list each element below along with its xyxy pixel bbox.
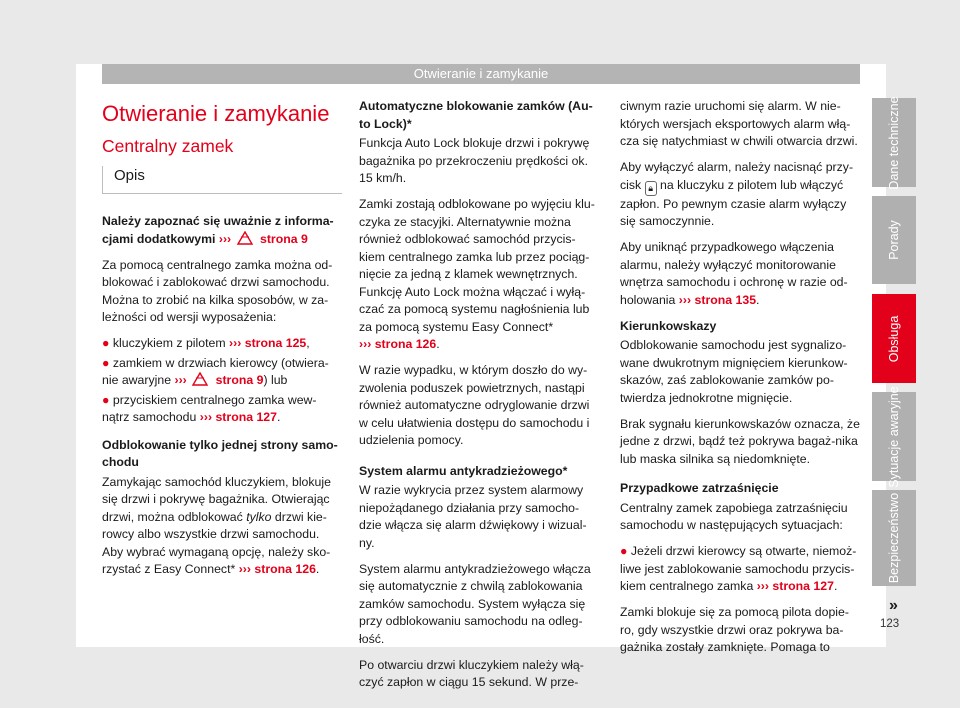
arrow-ref-icon: ››› [218, 231, 232, 246]
paragraph: Za pomocą centralnego zamka można od-blokować i zablokować drzwi samochodu. Można to zrobić na kilka sposobów, w za-leżności od wersji wyposażenia: [102, 257, 333, 324]
column-1 [102, 98, 342, 587]
running-header: Otwieranie i zamykanie [102, 64, 860, 84]
tab-sytuacje-awaryjne[interactable]: Sytuacje awaryjne [872, 392, 916, 481]
page-link[interactable]: strona 126 [374, 337, 437, 351]
paragraph: ciwnym razie uruchomi się alarm. W nie-których wersjach eksportowych alarm włą-cza się natychmiast w chwili otwarcia drzwi. [620, 99, 858, 148]
intro-note: Należy zapoznać się uważnie z informa-cjami dodatkowymi ››› strona 9 [102, 214, 334, 246]
subheading: Automatyczne blokowanie zamków (Au-to Lock)* [359, 99, 593, 131]
paragraph: Zamykając samochód kluczykiem, blokuje się drzwi i pokrywę bagażnika. Otwierając drzwi, można odblokować tylko drzwi kie-rowcy albo wszystkie drzwi samochodu. Aby wybrać wymaganą opcję, należy sko-rzystać z Easy Connect* ››› strona 126. [102, 474, 331, 576]
list-item: ● kluczykiem z pilotem ››› strona 125, [102, 336, 310, 350]
page-link[interactable]: strona 127 [215, 410, 277, 424]
paragraph: Zamki blokuje się za pomocą pilota dopie-ro, gdy wszystkie drzwi oraz pokrywa ba-gażnika zostały zamknięte. Pomaga to [620, 605, 849, 654]
paragraph: System alarmu antykradzieżowego włącza się automatycznie z chwilą zablokowania zamków samochodu. System wyłącza się przy odblokowaniu samochodu na odleg-łość. [359, 561, 591, 646]
warning-triangle-icon [190, 372, 212, 386]
subheading: Odblokowanie tylko jednej strony samo-chodu [102, 437, 338, 469]
car-lock-key-button-icon: 🔒︎ [645, 181, 657, 196]
page-link[interactable]: strona 9 [260, 231, 308, 246]
paragraph: Funkcja Auto Lock blokuje drzwi i pokrywę bagażnika po przekroczeniu prędkości ok. 15 km/h. [359, 136, 590, 185]
bullet-icon: ● [102, 392, 110, 407]
column-3 [620, 98, 863, 665]
chapter-title: Otwieranie i zamykanie [102, 101, 330, 126]
page-link[interactable]: strona 127 [772, 579, 834, 593]
list-item: ● przyciskiem centralnego zamka wew-nątrz samochodu ››› strona 127. [102, 392, 317, 424]
tab-bezpieczenstwo[interactable]: Bezpieczeństwo [872, 490, 916, 586]
list-item: ● zamkiem w drzwiach kierowcy (otwiera-nie awaryjne ››› strona 9) lub [102, 355, 329, 387]
list-item: ● Jeżeli drzwi kierowcy są otwarte, niemoż-liwe jest zablokowanie samochodu przycis-kiem centralnego zamka ››› strona 127. [620, 544, 857, 593]
page-link[interactable]: strona 135 [694, 292, 757, 307]
tab-dane-techniczne[interactable]: Dane techniczne [872, 98, 916, 187]
page-link[interactable]: strona 126 [254, 562, 316, 576]
warning-triangle-icon [235, 231, 257, 245]
continue-mark-icon: » [889, 597, 898, 614]
paragraph: Centralny zamek zapobiega zatrzaśnięciu samochodu w następujących sytuacjach: [620, 500, 848, 532]
paragraph: Brak sygnału kierunkowskazów oznacza, że jedne z drzwi, bądź też pokrywa bagaż-nika lub maska silnika są niedomknięte. [620, 416, 860, 466]
tab-porady[interactable]: Porady [872, 196, 916, 284]
paragraph: Zamki zostają odblokowane po wyjęciu klu-czyka ze stacyjki. Alternatywnie można również odblokować samochód przycis-kiem centralnego zamka lub przez pociąg-nięcie za jedną z klamek wewnętrznych. Funkcję Auto Lock można włączać i wyłą-czać za pomocą systemu nagłośnienia lub za pomocą systemu Easy Connect* ››› strona 126. [359, 197, 595, 351]
bullet-icon: ● [102, 355, 110, 370]
page-link[interactable]: strona 9 [215, 373, 264, 387]
page-number: 123 [880, 618, 900, 630]
subheading: Przypadkowe zatrzaśnięcie [620, 481, 779, 495]
section-title: Centralny zamek [102, 136, 234, 156]
paragraph: Po otwarciu drzwi kluczykiem należy włą-czyć zapłon w ciągu 15 sekund. W prze- [359, 657, 584, 689]
subheading: Kierunkowskazy [620, 318, 717, 333]
paragraph: W razie wykrycia przez system alarmowy niepożądanego działania przy samocho-dzie włącza się alarm dźwiękowy i wizual-ny. [359, 483, 587, 550]
paragraph: Aby uniknąć przypadkowego włączenia alarmu, należy wyłączyć monitorowanie wnętrza samochodu i ochronę w razie od-holowania ››› strona 135. [620, 240, 848, 307]
subheading: System alarmu antykradzieżowego* [359, 463, 568, 478]
paragraph: Odblokowanie samochodu jest sygnalizo-wane dwukrotnym mignięciem kierunkow-skazów, zaś zablokowanie zamków po-twierdza jednokrotne mignięcie. [620, 338, 848, 405]
column-2 [359, 98, 601, 700]
paragraph: Aby wyłączyć alarm, należy nacisnąć przy-cisk 🔒︎ na kluczyku z pilotem lub włączyć zapłon. Po pewnym czasie alarm wyłączy się samoczynnie. [620, 160, 854, 228]
tab-obsluga[interactable]: Obsługa [872, 294, 916, 383]
subsection-title: Opis [102, 166, 342, 194]
page-link[interactable]: strona 125 [244, 336, 307, 350]
bullet-icon: ● [102, 336, 110, 350]
paragraph: W razie wypadku, w którym doszło do wy-zwolenia poduszek powietrznych, nastąpi również automatyczne odryglowanie drzwi w celu ułatwienia dostępu do samochodu i udzielenia pomocy. [359, 363, 590, 447]
bullet-icon: ● [620, 544, 628, 558]
